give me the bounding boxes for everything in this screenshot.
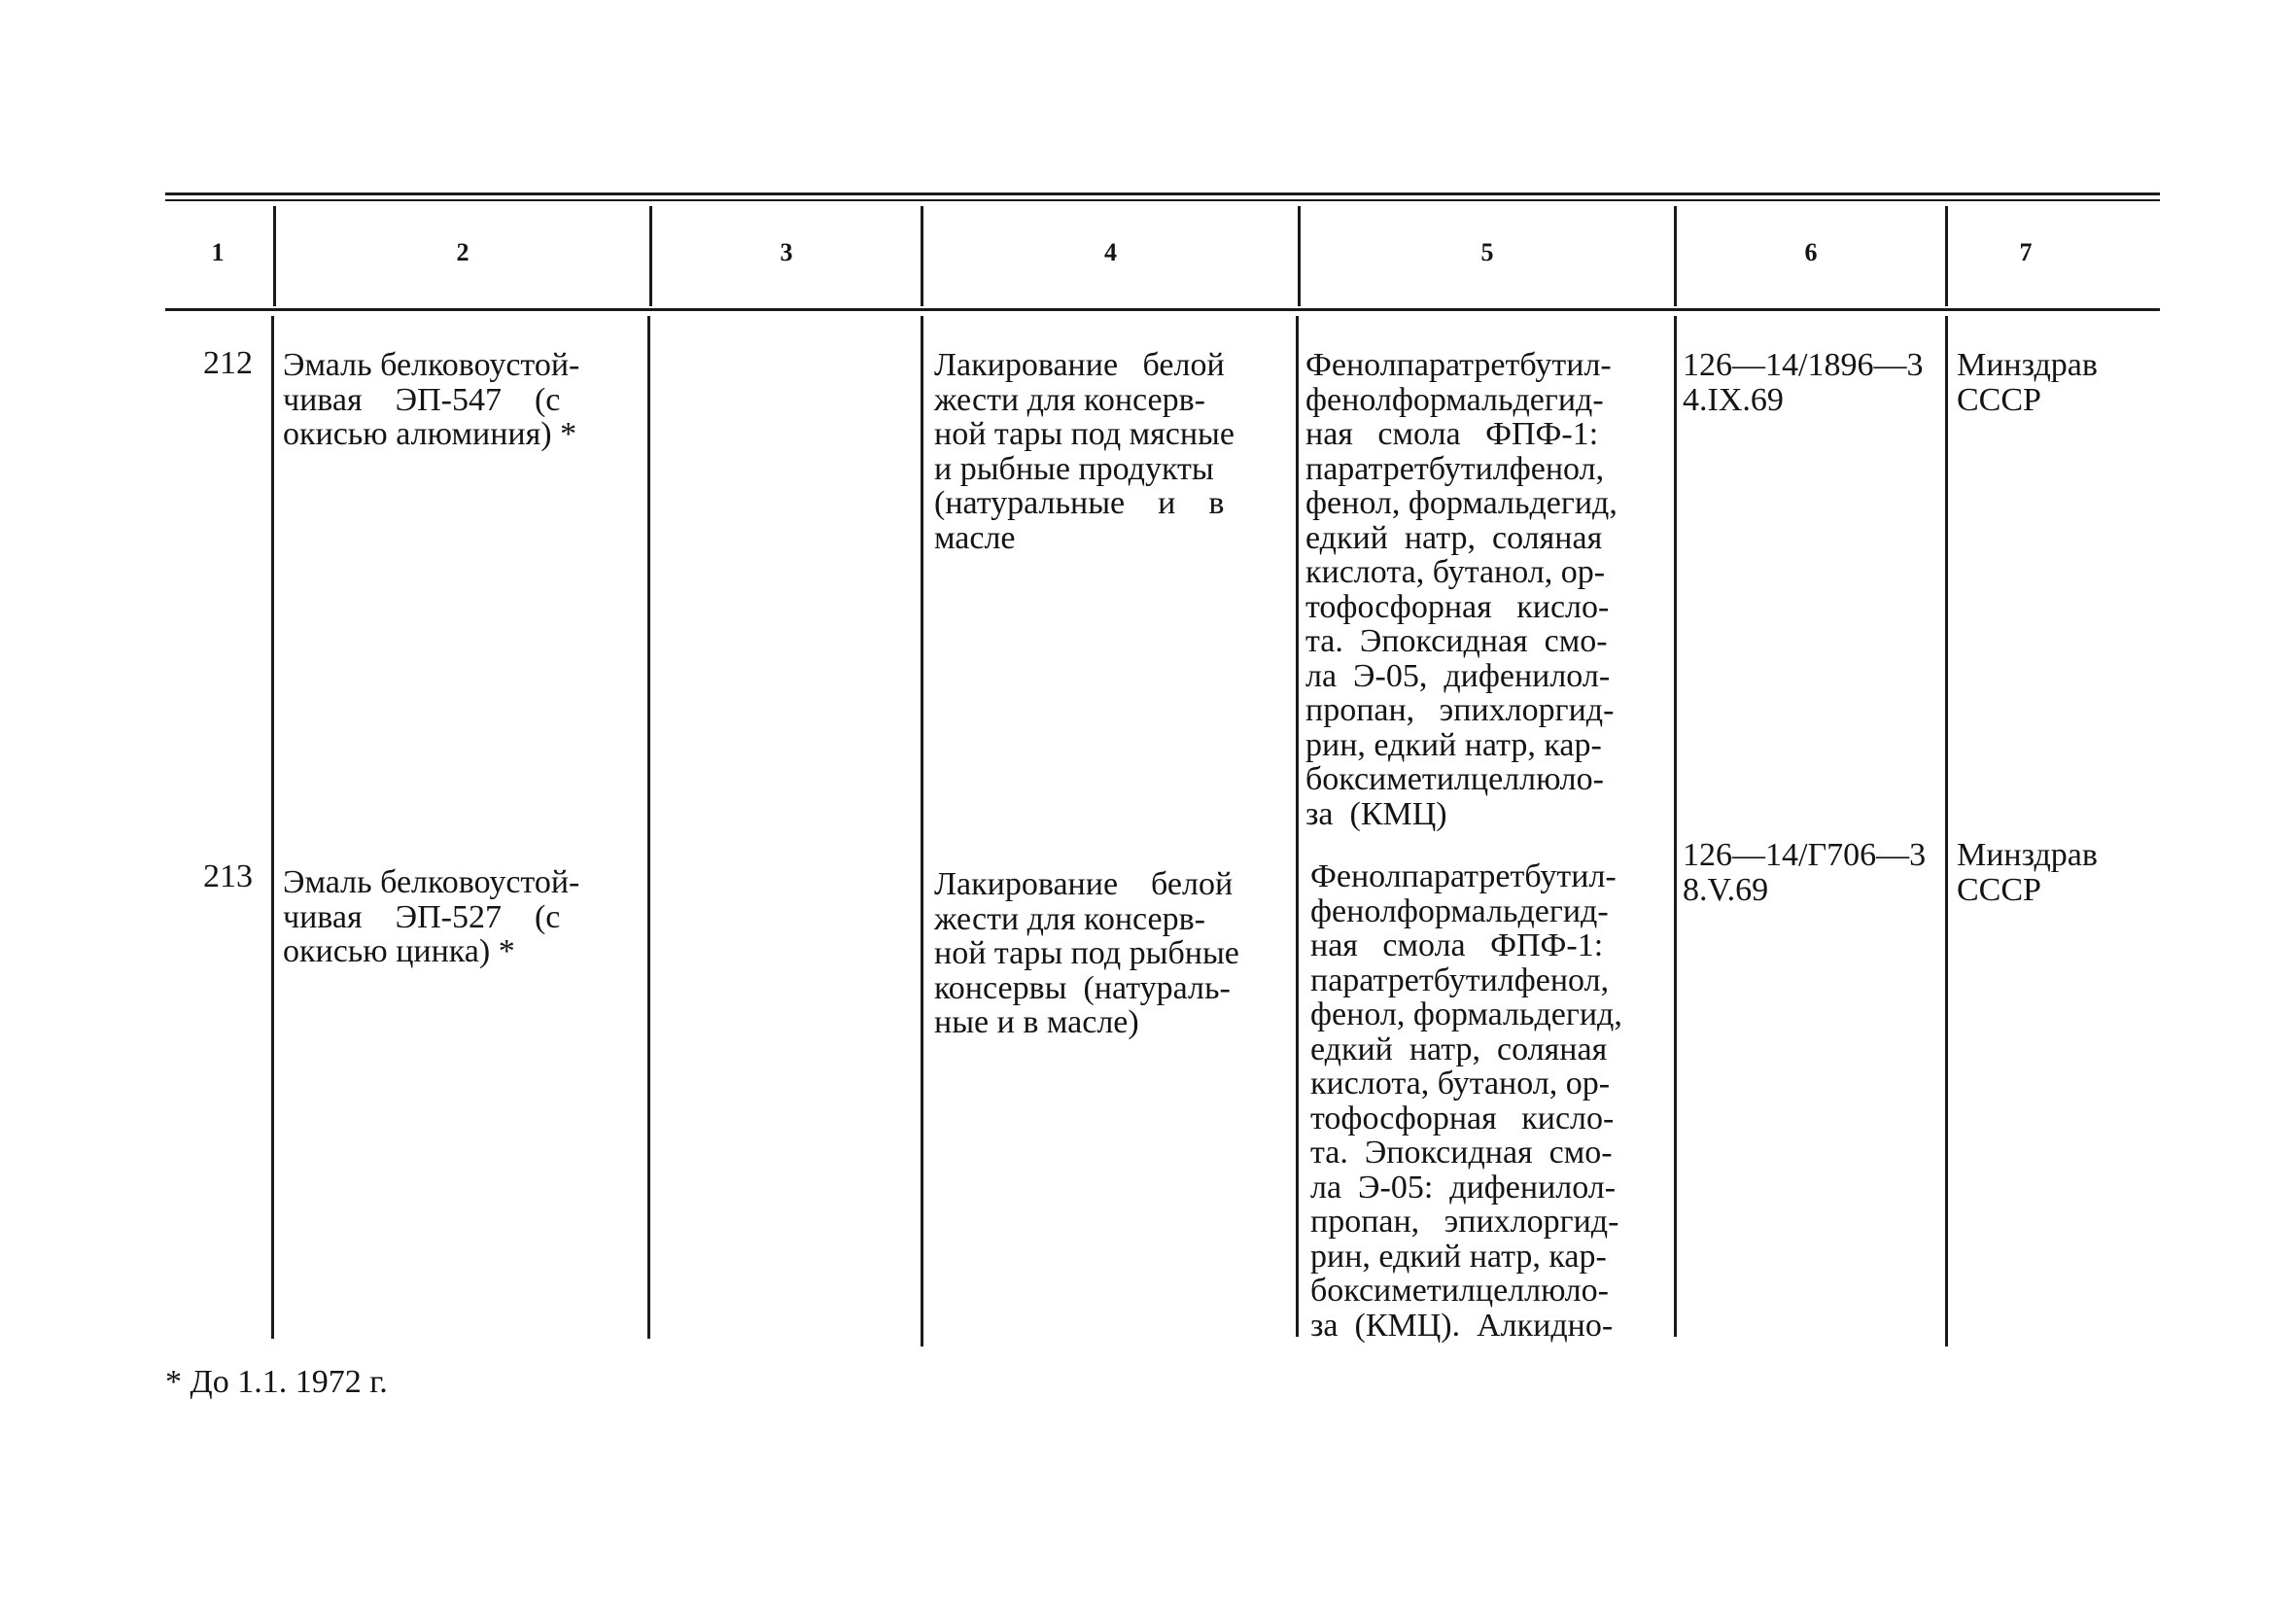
purpose-text: Лакирование белой жести для консерв- ной тары под рыбные консервы (натураль- ные и в масле): [934, 866, 1239, 1040]
body-divider-1: [271, 316, 274, 1339]
column-header-3: 3: [780, 238, 793, 266]
column-header-6: 6: [1804, 238, 1818, 266]
purpose-text: Лакирование белой жести для консерв- ной тары под мясные и рыбные продукты (натуральные и в масле: [934, 347, 1235, 556]
body-divider-2: [647, 316, 650, 1339]
approval-authority: Минздрав СССР: [1957, 347, 2098, 418]
approval-authority: Минздрав СССР: [1957, 837, 2098, 908]
column-header-2: 2: [456, 238, 470, 266]
material-name: Эмаль белковоустой- чивая ЭП-527 (с окисью цинка) *: [283, 864, 580, 969]
composition-text: Фенолпаратретбутил- фенолформальдегид- ная смола ФПФ-1: паратретбутилфенол, фенол, формальдегид, едкий натр, соляная кислота, бутанол, ор- тофосфорная кисло- та. Эпоксидная смо- ла Э-05: дифенилол- пропан, эпихлоргид- рин, едкий натр, кар- боксиметилцеллюло- за (КМЦ). Алкидно-: [1310, 858, 1622, 1344]
body-divider-6: [1945, 316, 1948, 1346]
column-header-4: 4: [1104, 238, 1117, 266]
document-reference: 126—14/Г706—3 8.V.69: [1683, 837, 1927, 908]
composition-text: Фенолпаратретбутил- фенолформальдегид- ная смола ФПФ-1: паратретбутилфенол, фенол, формальдегид, едкий натр, соляная кислота, бутанол, ор- тофосфорная кисло- та. Эпоксидная смо- ла Э-05, дифенилол- пропан, эпихлоргид- рин, едкий натр, кар- боксиметилцеллюло- за (КМЦ): [1305, 347, 1618, 832]
column-header-1: 1: [211, 238, 225, 266]
document-reference: 126—14/1896—3 4.IX.69: [1683, 347, 1924, 418]
header-bottom-rule: [165, 308, 2160, 311]
body-divider-5: [1674, 316, 1677, 1337]
row-number: 212: [203, 345, 253, 381]
table-top-rule: [165, 192, 2160, 195]
column-header-7: 7: [2019, 238, 2033, 266]
body-divider-3: [921, 316, 923, 1346]
body-divider-4: [1296, 316, 1299, 1337]
footnote: * До 1.1. 1972 г.: [165, 1364, 388, 1400]
material-name: Эмаль белковоустой- чивая ЭП-547 (с окисью алюминия) *: [283, 347, 580, 452]
table-top-rule-thin: [165, 199, 2160, 201]
column-header-5: 5: [1480, 238, 1494, 266]
row-number: 213: [203, 858, 253, 894]
